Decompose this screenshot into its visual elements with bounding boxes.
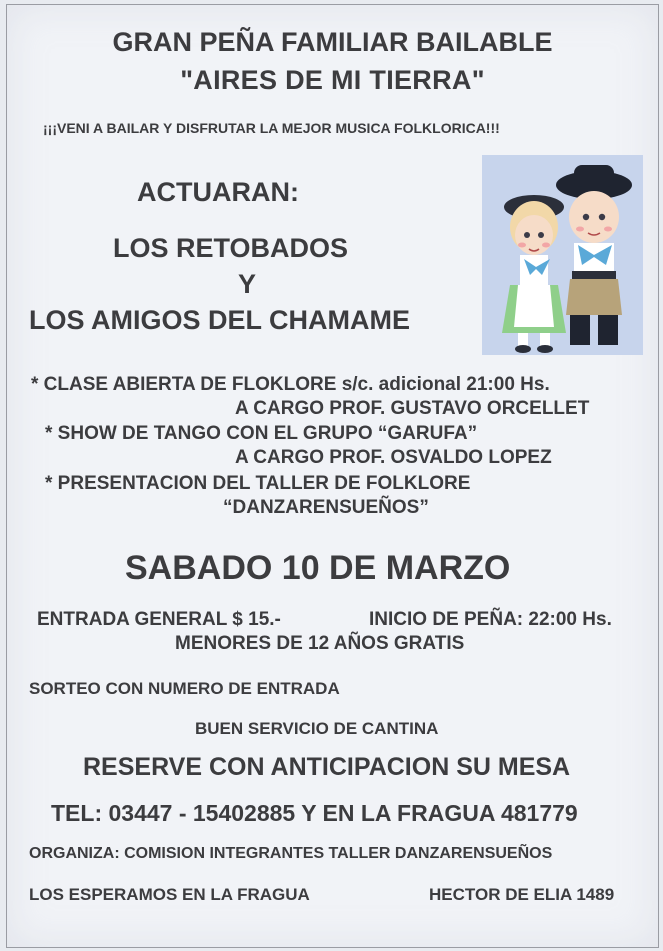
canteen-note: BUEN SERVICIO DE CANTINA — [195, 719, 439, 738]
children-free-note: MENORES DE 12 AÑOS GRATIS — [175, 633, 465, 654]
performer-band-2: LOS AMIGOS DEL CHAMAME — [29, 305, 411, 335]
flyer-event-name: "AIRES DE MI TIERRA" — [180, 65, 485, 95]
event-workshop-name: “DANZARENSUEÑOS” — [223, 497, 429, 518]
performer-band-1: LOS RETOBADOS — [113, 233, 349, 263]
raffle-note: SORTEO CON NUMERO DE ENTRADA — [29, 679, 340, 698]
reservation-note: RESERVE CON ANTICIPACION SU MESA — [83, 753, 571, 781]
event-tango-line: * SHOW DE TANGO CON EL GRUPO “GARUFA” — [45, 423, 478, 444]
flyer-sheet — [6, 4, 659, 948]
flyer-tagline: ¡¡¡VENI A BAILAR Y DISFRUTAR LA MEJOR MUSICA FOLKLORICA!!! — [43, 120, 500, 136]
performers-heading: ACTUARAN: — [137, 177, 299, 207]
start-time: INICIO DE PEÑA: 22:00 Hs. — [369, 609, 612, 630]
venue-invite: LOS ESPERAMOS EN LA FRAGUA — [29, 885, 310, 904]
event-tango-instructor: A CARGO PROF. OSVALDO LOPEZ — [235, 447, 552, 468]
event-class-line: * CLASE ABIERTA DE FLOKLORE s/c. adicional 21:00 Hs. — [31, 374, 550, 395]
organizer-line: ORGANIZA: COMISION INTEGRANTES TALLER DANZARENSUEÑOS — [29, 845, 553, 862]
performers-conjunction: Y — [238, 269, 257, 299]
folk-dancing-children-illustration — [482, 155, 643, 355]
event-class-instructor: A CARGO PROF. GUSTAVO ORCELLET — [235, 398, 590, 419]
event-date: SABADO 10 DE MARZO — [125, 549, 511, 587]
girl-figure-icon — [502, 195, 566, 353]
flyer-title: GRAN PEÑA FAMILIAR BAILABLE — [112, 27, 553, 57]
contact-phone: TEL: 03447 - 15402885 Y EN LA FRAGUA 481779 — [51, 800, 578, 826]
ticket-price: ENTRADA GENERAL $ 15.- — [37, 609, 281, 630]
event-workshop-line: * PRESENTACION DEL TALLER DE FOLKLORE — [45, 473, 471, 494]
venue-address: HECTOR DE ELIA 1489 — [429, 885, 615, 904]
boy-figure-icon — [556, 165, 632, 345]
